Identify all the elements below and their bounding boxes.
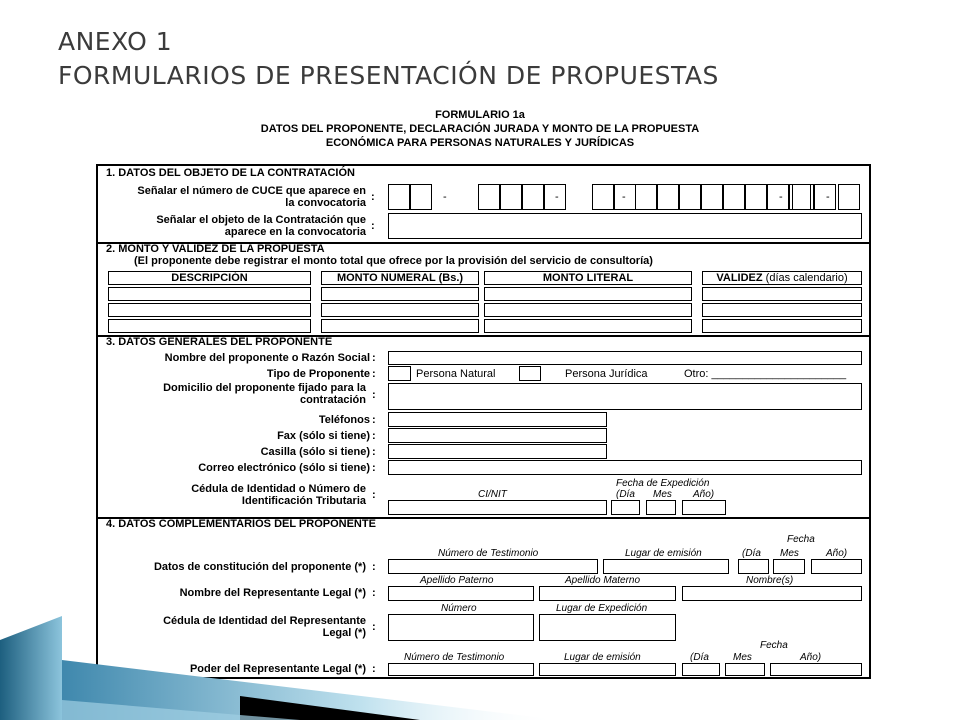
cuce-cell[interactable] (814, 184, 836, 210)
cuce-cell[interactable] (745, 184, 767, 210)
lugar-expedicion-label: Lugar de Expedición (556, 603, 648, 614)
colon: : (371, 220, 375, 232)
poder-label: Poder del Representante Legal (*) (189, 663, 366, 675)
anio-label: Año) (800, 652, 822, 663)
colon: : (372, 389, 376, 401)
persona-natural-checkbox[interactable] (388, 366, 411, 381)
validez-cell[interactable] (702, 319, 862, 333)
form-heading: FORMULARIO 1a (435, 109, 525, 121)
fax-label: Fax (sólo si tiene) (277, 430, 370, 442)
form-subheading-1: DATOS DEL PROPONENTE, DECLARACIÓN JURADA Y MONTO DE LA PROPUESTA (260, 123, 700, 135)
cuce-cell[interactable] (592, 184, 614, 210)
cuce-cell[interactable] (838, 184, 860, 210)
ci-nit-label: Cédula de Identidad o Número de Identificación Tributaria (191, 483, 366, 507)
num-testimonio-field[interactable] (388, 559, 598, 574)
nombre-field[interactable] (388, 351, 862, 365)
cuce-cell[interactable] (701, 184, 723, 210)
section-1-title: 1. DATOS DEL OBJETO DE LA CONTRATACIÓN (106, 167, 355, 179)
persona-natural-label: Persona Natural (416, 368, 496, 380)
slide-title-line2: FORMULARIOS DE PRESENTACIÓN DE PROPUESTAS (58, 61, 719, 90)
cuce-cell[interactable] (635, 184, 657, 210)
cuce-cell[interactable] (657, 184, 679, 210)
cinit-label: CI/NIT (478, 489, 507, 500)
section-4-title: 4. DATOS COMPLEMENTARIOS DEL PROPONENTE (106, 518, 376, 530)
col-validez: VALIDEZ (días calendario) (702, 271, 862, 285)
cuce-separator: - (826, 191, 830, 203)
cuce-cell[interactable] (679, 184, 701, 210)
monto-numeral-cell[interactable] (321, 303, 479, 317)
poder-mes-field[interactable] (725, 663, 765, 676)
apellido-materno-label: Apellido Materno (565, 575, 641, 586)
slide-title-line1: ANEXO 1 (58, 27, 173, 56)
section-3-title: 3. DATOS GENERALES DEL PROPONENTE (106, 336, 333, 348)
lugar-emision-label: Lugar de emisión (625, 548, 702, 559)
fecha-label: Fecha (760, 640, 788, 651)
lugar-emision-field[interactable] (603, 559, 729, 574)
dia-label: (Día (616, 489, 635, 500)
dia-label: (Día (690, 652, 709, 663)
representante-label: Nombre del Representante Legal (*) (179, 587, 366, 599)
mes-label: Mes (653, 489, 672, 500)
validez-cell[interactable] (702, 303, 862, 317)
nombres-field[interactable] (682, 586, 862, 601)
objeto-label: Señalar el objeto de la Contratación que aparece en la convocatoria (156, 214, 366, 238)
correo-field[interactable] (388, 460, 862, 475)
cuce-separator: - (622, 191, 626, 203)
cuce-separator: - (555, 191, 559, 203)
cuce-cell[interactable] (410, 184, 432, 210)
domicilio-field[interactable] (388, 383, 862, 410)
casilla-field[interactable] (388, 444, 607, 459)
telefonos-label: Teléfonos (318, 414, 370, 426)
cinit-field[interactable] (388, 500, 607, 515)
monto-literal-cell[interactable] (484, 303, 692, 317)
section-2-title: 2. MONTO Y VALIDEZ DE LA PROPUESTA (106, 243, 325, 255)
objeto-field[interactable] (388, 213, 862, 239)
otro-label: Otro: ______________________ (684, 368, 847, 380)
section-3 (98, 335, 869, 519)
cuce-cell[interactable] (500, 184, 522, 210)
cuce-cell[interactable] (388, 184, 410, 210)
cuce-cell[interactable] (767, 184, 789, 210)
persona-juridica-label: Persona Jurídica (565, 368, 648, 380)
domicilio-label: Domicilio del proponente fijado para la contratación (163, 382, 366, 406)
poder-dia-field[interactable] (682, 663, 720, 676)
telefonos-field[interactable] (388, 412, 607, 427)
form-subheading-2: ECONÓMICA PARA PERSONAS NATURALES Y JURÍDICAS (325, 137, 635, 149)
numero-label: Número (441, 603, 477, 614)
monto-numeral-cell[interactable] (321, 287, 479, 301)
constitucion-label: Datos de constitución del proponente (*) (153, 561, 366, 573)
dia-label: (Día (742, 548, 761, 559)
nombres-label: Nombre(s) (746, 575, 794, 586)
mes-label: Mes (733, 652, 752, 663)
colon: : (372, 561, 376, 573)
cuce-cell[interactable] (522, 184, 544, 210)
slide-decoration (0, 600, 560, 720)
apellido-paterno-label: Apellido Paterno (420, 575, 494, 586)
cuce-cell[interactable] (478, 184, 500, 210)
section-2 (98, 242, 869, 337)
casilla-label: Casilla (sólo si tiene) (260, 446, 370, 458)
colon: : (372, 587, 376, 599)
anio-label: Año) (693, 489, 715, 500)
descripcion-cell[interactable] (108, 319, 311, 333)
colon: : (372, 621, 376, 633)
colon: : (372, 489, 376, 501)
persona-juridica-checkbox[interactable] (519, 366, 541, 381)
descripcion-cell[interactable] (108, 287, 311, 301)
monto-literal-cell[interactable] (484, 319, 692, 333)
col-descripcion: DESCRIPCIÓN (108, 271, 311, 285)
colon: : (372, 368, 376, 380)
fecha-expedicion-label: Fecha de Expedición (616, 478, 710, 489)
poder-anio-field[interactable] (770, 663, 862, 676)
colon: : (371, 191, 375, 203)
descripcion-cell[interactable] (108, 303, 311, 317)
monto-literal-cell[interactable] (484, 287, 692, 301)
validez-cell[interactable] (702, 287, 862, 301)
mes-field[interactable] (773, 559, 805, 574)
section-2-subtitle: (El proponente debe registrar el monto total que ofrece por la provisión del servicio de consultoría) (134, 255, 653, 267)
correo-label: Correo electrónico (sólo si tiene) (198, 462, 370, 474)
colon: : (372, 446, 376, 458)
anio-field[interactable] (682, 500, 726, 515)
num-testimonio-label: Número de Testimonio (438, 548, 539, 559)
dia-field[interactable] (611, 500, 640, 515)
cuce-separator: - (779, 191, 783, 203)
cuce-separator: - (443, 191, 447, 203)
cuce-cell[interactable] (792, 184, 814, 210)
apellido-paterno-field[interactable] (388, 586, 534, 601)
fax-field[interactable] (388, 428, 607, 443)
tipo-label: Tipo de Proponente (266, 368, 370, 380)
num-testimonio-label: Número de Testimonio (404, 652, 505, 663)
anio-label: Año) (826, 548, 848, 559)
anio-field[interactable] (811, 559, 862, 574)
dia-field[interactable] (738, 559, 769, 574)
fecha-label: Fecha (787, 534, 815, 545)
cuce-cell[interactable] (723, 184, 745, 210)
colon: : (372, 462, 376, 474)
mes-field[interactable] (646, 500, 676, 515)
mes-label: Mes (780, 548, 799, 559)
colon: : (372, 352, 376, 364)
lugar-emision-label: Lugar de emisión (564, 652, 641, 663)
nombre-label: Nombre del proponente o Razón Social (164, 352, 370, 364)
colon: : (372, 414, 376, 426)
colon: : (372, 663, 376, 675)
col-monto-numeral: MONTO NUMERAL (Bs.) (321, 271, 479, 285)
col-monto-literal: MONTO LITERAL (484, 271, 692, 285)
cuce-label: Señalar el número de CUCE que aparece en la convocatoria (137, 185, 366, 209)
apellido-materno-field[interactable] (539, 586, 676, 601)
section-1 (98, 166, 869, 244)
ci-representante-label: Cédula de Identidad del Representante Legal (*) (163, 615, 366, 639)
colon: : (372, 430, 376, 442)
monto-numeral-cell[interactable] (321, 319, 479, 333)
